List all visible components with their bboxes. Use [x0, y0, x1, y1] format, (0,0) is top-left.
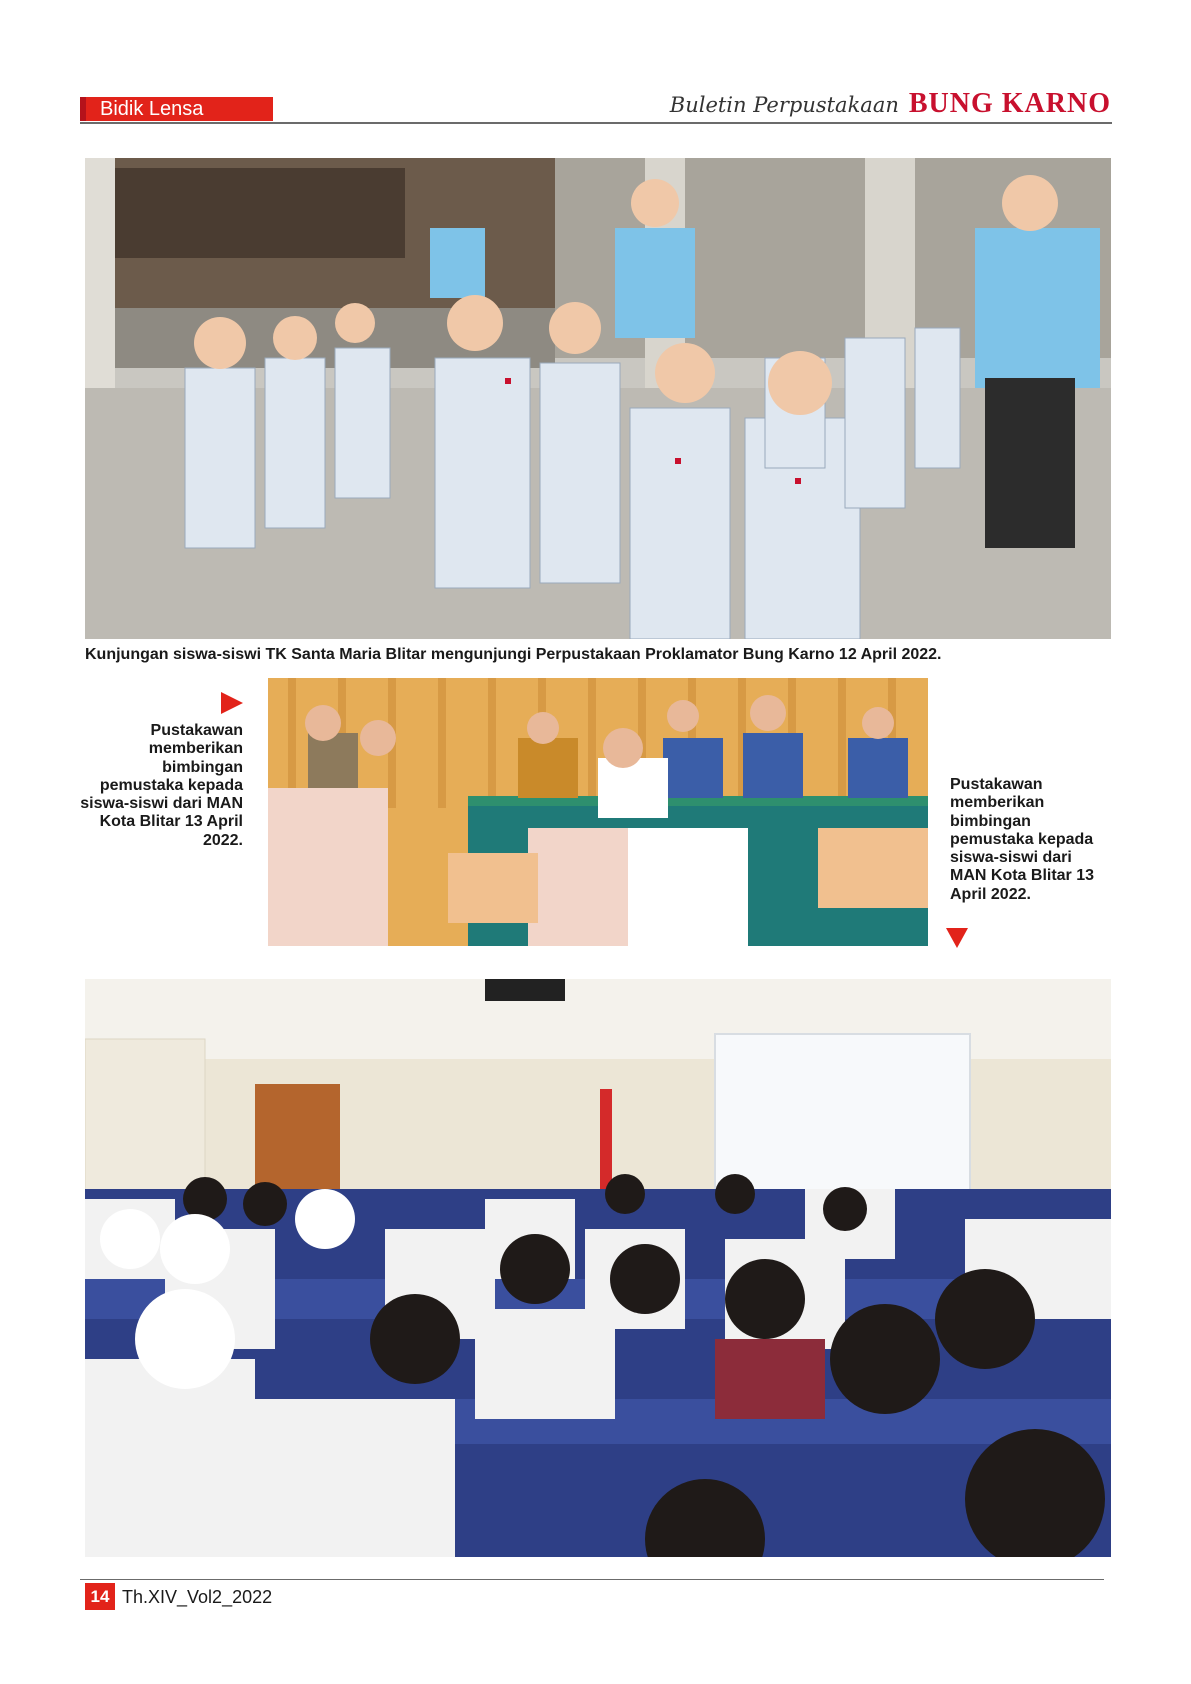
publication-prefix: Buletin Perpustakaan [669, 93, 899, 117]
caption-library-guidance-right: Pustakawan memberikan bimbingan pemustaka kepada siswa-siswi dari MAN Kota Blitar 13 April 2022. [950, 776, 1095, 903]
section-label: Bidik Lensa [80, 97, 273, 121]
footer-divider [80, 1579, 1104, 1580]
photo-auditorium-session [85, 979, 1111, 1557]
page-number: 14 [85, 1583, 115, 1610]
issue-label: Th.XIV_Vol2_2022 [122, 1587, 273, 1607]
caption-pointer-right-icon [221, 692, 243, 714]
caption-kindergarten-visit: Kunjungan siswa-siswi TK Santa Maria Blitar mengunjungi Perpustakaan Proklamator Bung Karno 12 April 2022. [85, 646, 942, 663]
publication-title [670, 88, 1111, 122]
photo-library-guidance [268, 678, 928, 946]
caption-pointer-down-icon [946, 928, 968, 948]
photo-kindergarten-visit [85, 158, 1111, 639]
publication-name: BUNG KARNO [908, 88, 1111, 119]
caption-library-guidance-left: Pustakawan memberikan bimbingan pemustaka kepada siswa-siswi dari MAN Kota Blitar 13 April 2022. [80, 722, 243, 849]
header-divider [80, 122, 1112, 124]
